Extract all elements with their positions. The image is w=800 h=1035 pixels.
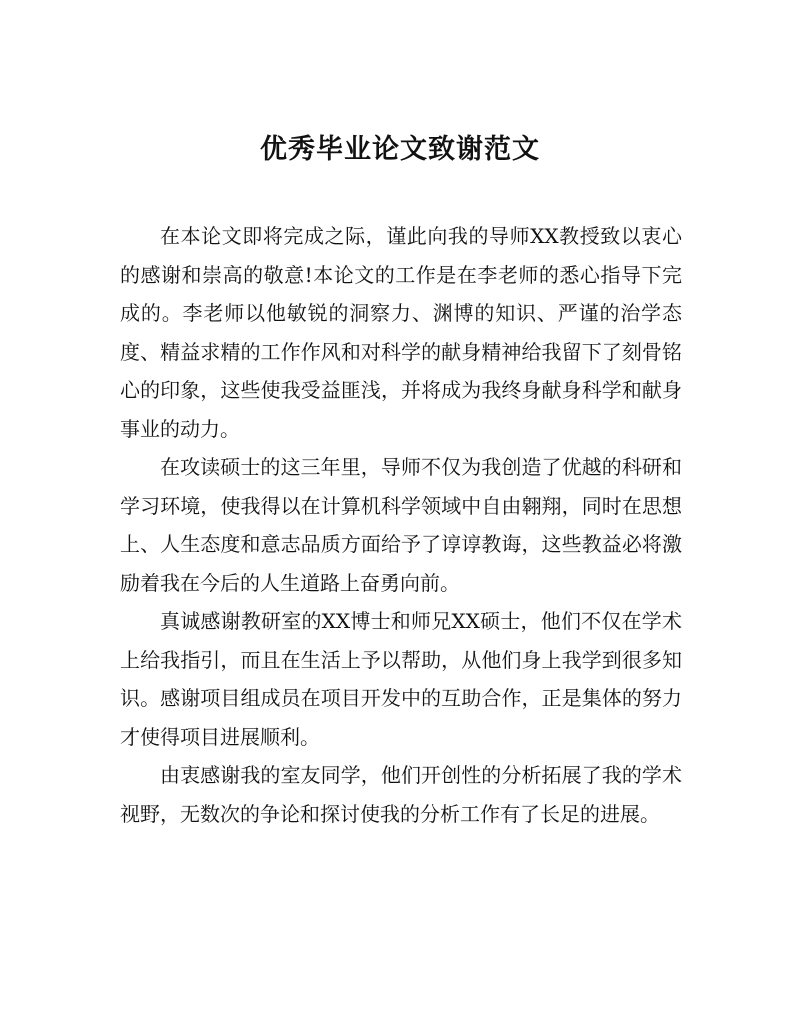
paragraph-3: 真诚感谢教研室的XX博士和师兄XX硕士，他们不仅在学术上给我指引，而且在生活上予以帮助，从他们身上我学到很多知识。感谢项目组成员在项目开发中的互助合作，正是集体的努力才使得项目进展顺利。 [120,609,682,749]
document-body [120,217,682,833]
paragraph-1: 在本论文即将完成之际，谨此向我的导师XX教授致以衷心的感谢和崇高的敬意!本论文的工作是在李老师的悉心指导下完成的。李老师以他敏锐的洞察力、渊博的知识、严谨的治学态度、精益求精的工作作风和对科学的献身精神给我留下了刻骨铭心的印象，这些使我受益匪浅，并将成为我终身献身科学和献身事业的动力。 [120,224,682,441]
paragraph-4: 由衷感谢我的室友同学，他们开创性的分析拓展了我的学术视野，无数次的争论和探讨使我的分析工作有了长足的进展。 [120,763,682,826]
paragraph-2: 在攻读硕士的这三年里，导师不仅为我创造了优越的科研和学习环境，使我得以在计算机科学领域中自由翱翔，同时在思想上、人生态度和意志品质方面给予了谆谆教诲，这些教益必将激励着我在今后的人生道路上奋勇向前。 [120,455,682,595]
document-title: 优秀毕业论文致谢范文 [260,134,540,165]
